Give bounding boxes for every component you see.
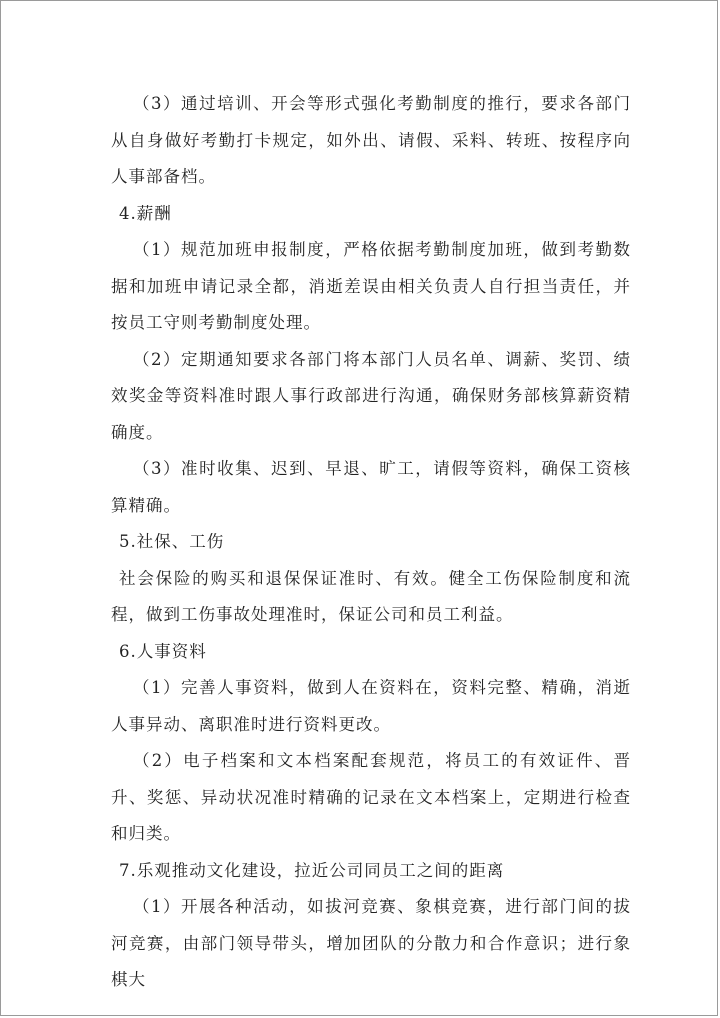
paragraph-attendance-3: （3）通过培训、开会等形式强化考勤制度的推行，要求各部门从自身做好考勤打卡规定，如外出、请假、采料、转班、按程序向人事部备档。	[111, 94, 631, 186]
heading-salary: 4.薪酬	[119, 203, 172, 223]
paragraph-salary-1: （1）规范加班申报制度，严格依据考勤制度加班，做到考勤数据和加班申请记录全都，消逝差误由相关负责人自行担当责任，并按员工守则考勤制度处理。	[111, 240, 631, 332]
paragraph-salary-2: （2）定期通知要求各部门将本部门人员名单、调薪、奖罚、绩效奖金等资料准时跟人事行政部进行沟通，确保财务部核算薪资精确度。	[111, 349, 631, 442]
paragraph-records-1: （1）完善人事资料，做到人在资料在，资料完整、精确，消逝人事异动、离职准时进行资料更改。	[111, 678, 631, 734]
document-body	[111, 86, 631, 999]
heading-social-insurance: 5.社保、工伤	[119, 532, 225, 551]
paragraph-culture-1: （1）开展各种活动，如拔河竞赛、象棋竞赛，进行部门间的拔河竞赛，由部门领导带头，增加团队的分散力和合作意识；进行象棋大	[111, 897, 631, 989]
heading-culture-building: 7.乐观推动文化建设，拉近公司同员工之间的距离	[119, 860, 505, 880]
paragraph-salary-3: （3）准时收集、迟到、早退、旷工，请假等资料，确保工资核算精确。	[111, 459, 631, 515]
heading-personnel-records: 6.人事资料	[119, 641, 207, 661]
paragraph-social-insurance: 社会保险的购买和退保保证准时、有效。健全工伤保险制度和流程，做到工伤事故处理准时，保证公司和员工利益。	[111, 568, 631, 624]
paragraph-records-2: （2）电子档案和文本档案配套规范，将员工的有效证件、晋升、奖惩、异动状况准时精确的记录在文本档案上，定期进行检查和归类。	[111, 751, 631, 843]
